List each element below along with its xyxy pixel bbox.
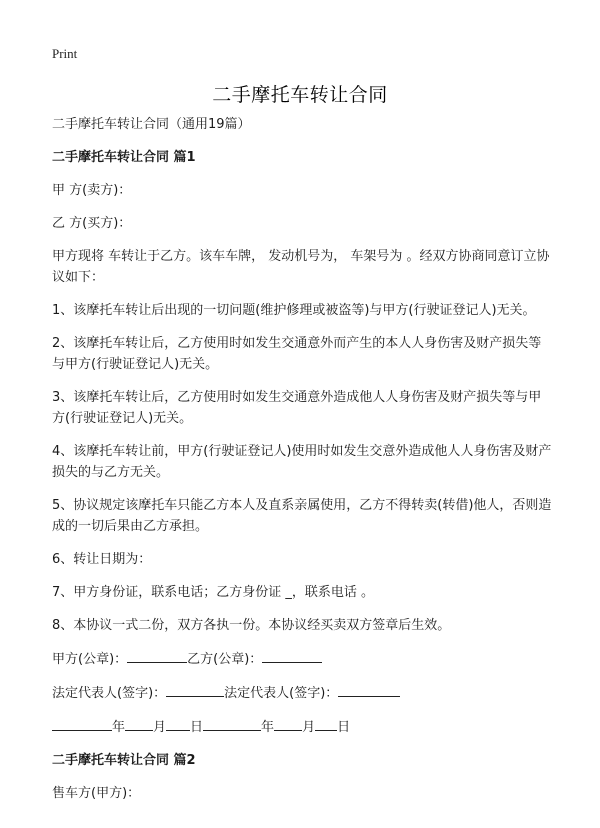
clause-7: 7、甲方身份证，联系电话；乙方身份证 _，联系电话 。 [52, 585, 375, 600]
legal-rep-a-label: 法定代表人(签字)： [52, 686, 167, 701]
clause-1: 1、该摩托车转让后出现的一切问题(维护修理或被盗等)与甲方(行驶证登记人)无关。 [52, 303, 536, 318]
legal-rep-b-blank [338, 682, 400, 697]
party-a-seal-blank [127, 648, 187, 663]
year-b-label: 年 [261, 720, 275, 735]
month-b-blank [274, 716, 302, 731]
month-b-label: 月 [302, 720, 316, 735]
print-label: Print [52, 46, 78, 61]
year-a-blank [52, 716, 112, 731]
clause-4: 4、该摩托车转让前，甲方(行驶证登记人)使用时如发生交意外造成他人人身伤害及财产损失的与乙方无关。 [52, 444, 552, 480]
clause-8: 8、本协议一式二份，双方各执一份。本协议经买卖双方签章后生效。 [52, 618, 451, 633]
clause-3: 3、该摩托车转让后，乙方使用时如发生交通意外造成他人人身伤害及财产损失等与甲方(行驶证登记人)无关。 [52, 390, 542, 426]
day-a-label: 日 [190, 720, 204, 735]
intro-text: 二手摩托车转让合同（通用19篇） [52, 117, 251, 132]
date-line [52, 716, 552, 738]
seller-line: 售车方(甲方)： [52, 786, 141, 801]
section-heading-1: 二手摩托车转让合同 篇1 [52, 150, 196, 165]
party-b-seal-label: 乙方(公章)： [187, 652, 263, 667]
party-b-line: 乙 方(买方)： [52, 216, 132, 231]
seal-line [52, 648, 552, 670]
document-body [52, 114, 552, 816]
party-b-seal-blank [262, 648, 322, 663]
clause-2: 2、该摩托车转让后，乙方使用时如发生交通意外而产生的本人人身伤害及财产损失等与甲方(行驶证登记人)无关。 [52, 336, 542, 372]
month-a-label: 月 [153, 720, 167, 735]
document-title: 二手摩托车转让合同 [212, 84, 388, 106]
preamble-paragraph: 甲方现将 车转让于乙方。该车车牌， 发动机号为， 车架号为 。经双方协商同意订立协议如下： [52, 249, 550, 285]
clause-5: 5、协议规定该摩托车只能乙方本人及直系亲属使用，乙方不得转卖(转借)他人，否则造成的一切后果由乙方承担。 [52, 498, 552, 534]
legal-rep-line [52, 682, 552, 704]
day-b-blank [315, 716, 337, 731]
day-b-label: 日 [337, 720, 351, 735]
party-a-seal-label: 甲方(公章)： [52, 652, 128, 667]
clause-6: 6、转让日期为： [52, 552, 152, 567]
legal-rep-b-label: 法定代表人(签字)： [224, 686, 339, 701]
year-a-label: 年 [112, 720, 126, 735]
month-a-blank [125, 716, 153, 731]
party-a-line: 甲 方(卖方)： [52, 183, 132, 198]
section-heading-2: 二手摩托车转让合同 篇2 [52, 753, 196, 768]
day-a-blank [166, 716, 190, 731]
year-b-blank [203, 716, 261, 731]
legal-rep-a-blank [166, 682, 224, 697]
